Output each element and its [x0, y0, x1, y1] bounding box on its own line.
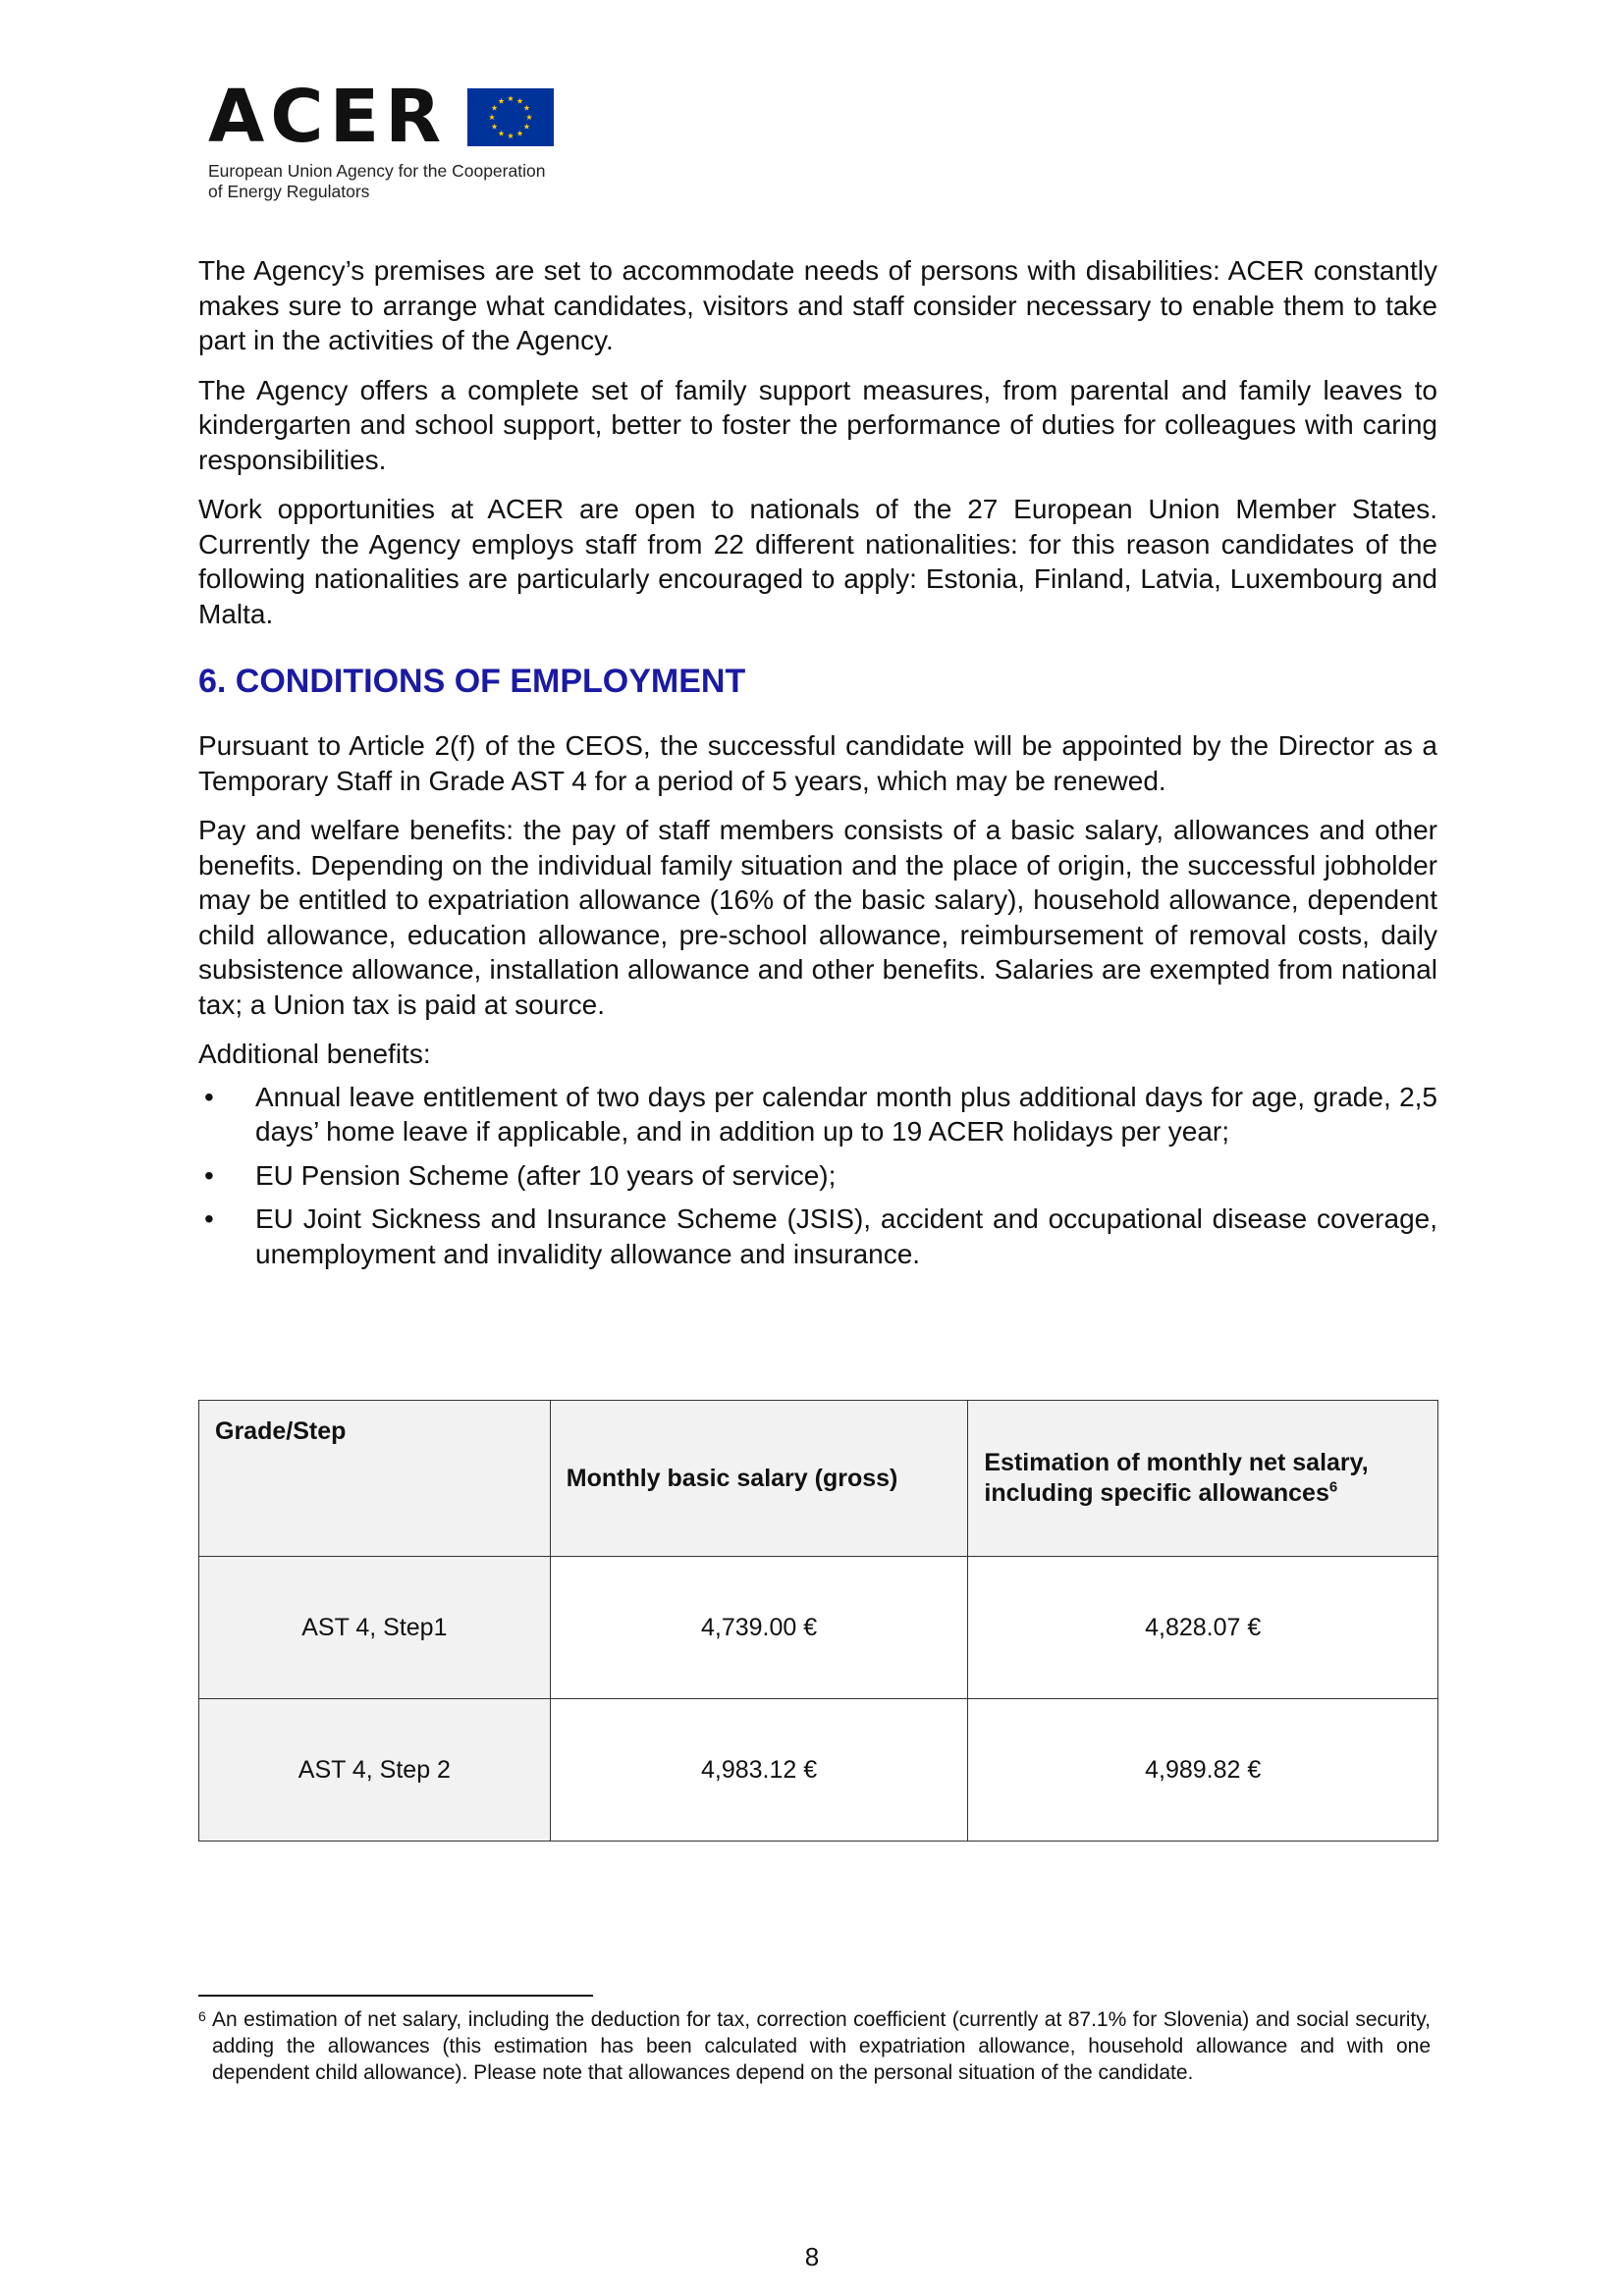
logo-subtitle	[208, 161, 581, 202]
acer-logo	[208, 75, 581, 202]
cell-net: 4,828.07 €	[968, 1557, 1438, 1699]
paragraph-additional-benefits: Additional benefits:	[198, 1039, 431, 1069]
bullet-icon: •	[204, 1159, 214, 1191]
intro-paragraph-accessibility: The Agency’s premises are set to accommodate needs of persons with disabilities: ACER constantly makes sure to arrange what candidates, visitors and staff consider necessary to enable them to take part in the activities of the Agency.	[198, 255, 1437, 355]
header-monthly-net-text: Estimation of monthly net salary, including specific allowances	[984, 1449, 1369, 1507]
footnote	[198, 2006, 1431, 2086]
intro-paragraph-nationalities: Work opportunities at ACER are open to nationals of the 27 European Union Member States. Currently the Agency employs staff from 22 different nationalities: for this reason candidates of the following nationalities are particularly encouraged to apply: Estonia, Finland, Latvia, Luxembourg and Malta.	[198, 494, 1437, 629]
bullet-icon: •	[204, 1203, 214, 1234]
header-monthly-net	[968, 1401, 1438, 1557]
table-row	[199, 1557, 1438, 1699]
table-row	[199, 1699, 1438, 1842]
eu-flag-icon	[467, 88, 554, 146]
intro-paragraph-family-support: The Agency offers a complete set of family support measures, from parental and family leaves to kindergarten and school support, better to foster the performance of duties for colleagues with caring responsibilities.	[198, 374, 1437, 475]
logo-subtitle-line-1: European Union Agency for the Cooperation	[208, 161, 546, 181]
cell-gross: 4,983.12 €	[550, 1699, 968, 1842]
list-item-text: Annual leave entitlement of two days per calendar month plus additional days for age, grade, 2,5 days’ home leave if applicable, and in addition up to 19 ACER holidays per year;	[255, 1081, 1437, 1147]
salary-table	[198, 1400, 1438, 1842]
footnote-separator	[198, 1995, 593, 1997]
bullet-icon: •	[204, 1081, 214, 1112]
cell-grade: AST 4, Step1	[199, 1557, 551, 1699]
paragraph-pay-benefits: Pay and welfare benefits: the pay of staff members consists of a basic salary, allowances and other benefits. Depending on the individual family situation and the place of origin, the successful jobholder may be entitled to expatriation allowance (16% of the basic salary), household allowance, dependent child allowance, education allowance, pre-school allowance, reimbursement of removal costs, daily subsistence allowance, installation allowance and other benefits. Salaries are exempted from national tax; a Union tax is paid at source.	[198, 815, 1437, 1020]
footnote-mark: 6	[198, 2008, 206, 2024]
main-content	[198, 253, 1437, 1280]
header-grade-step: Grade/Step	[199, 1401, 551, 1557]
section-heading: 6. CONDITIONS OF EMPLOYMENT	[198, 663, 746, 700]
logo-subtitle-line-2: of Energy Regulators	[208, 182, 370, 201]
table-header-row	[199, 1401, 1438, 1557]
cell-gross: 4,739.00 €	[550, 1557, 968, 1699]
cell-net: 4,989.82 €	[968, 1699, 1438, 1842]
cell-grade: AST 4, Step 2	[199, 1699, 551, 1842]
footnote-text: An estimation of net salary, including the deduction for tax, correction coefficient (currently at 87.1% for Slovenia) and social security, adding the allowances (this estimation has been calculated with expatriation allowance, household allowance and with one dependent child allowance). Please note that allowances depend on the personal situation of the candidate.	[212, 2008, 1431, 2084]
list-item	[198, 1158, 1437, 1194]
page-number: 8	[804, 2242, 820, 2271]
paragraph-appointment: Pursuant to Article 2(f) of the CEOS, the successful candidate will be appointed by the Director as a Temporary Staff in Grade AST 4 for a period of 5 years, which may be renewed.	[198, 730, 1437, 796]
benefits-list	[198, 1080, 1437, 1272]
list-item-text: EU Joint Sickness and Insurance Scheme (JSIS), accident and occupational disease coverage, unemployment and invalidity allowance and insurance.	[255, 1203, 1437, 1269]
list-item	[198, 1201, 1437, 1271]
header-monthly-gross: Monthly basic salary (gross)	[550, 1401, 968, 1557]
footnote-ref: 6	[1328, 1478, 1338, 1496]
logo-wordmark: ACER	[208, 75, 448, 159]
list-item-text: EU Pension Scheme (after 10 years of service);	[255, 1159, 837, 1191]
list-item	[198, 1080, 1437, 1149]
